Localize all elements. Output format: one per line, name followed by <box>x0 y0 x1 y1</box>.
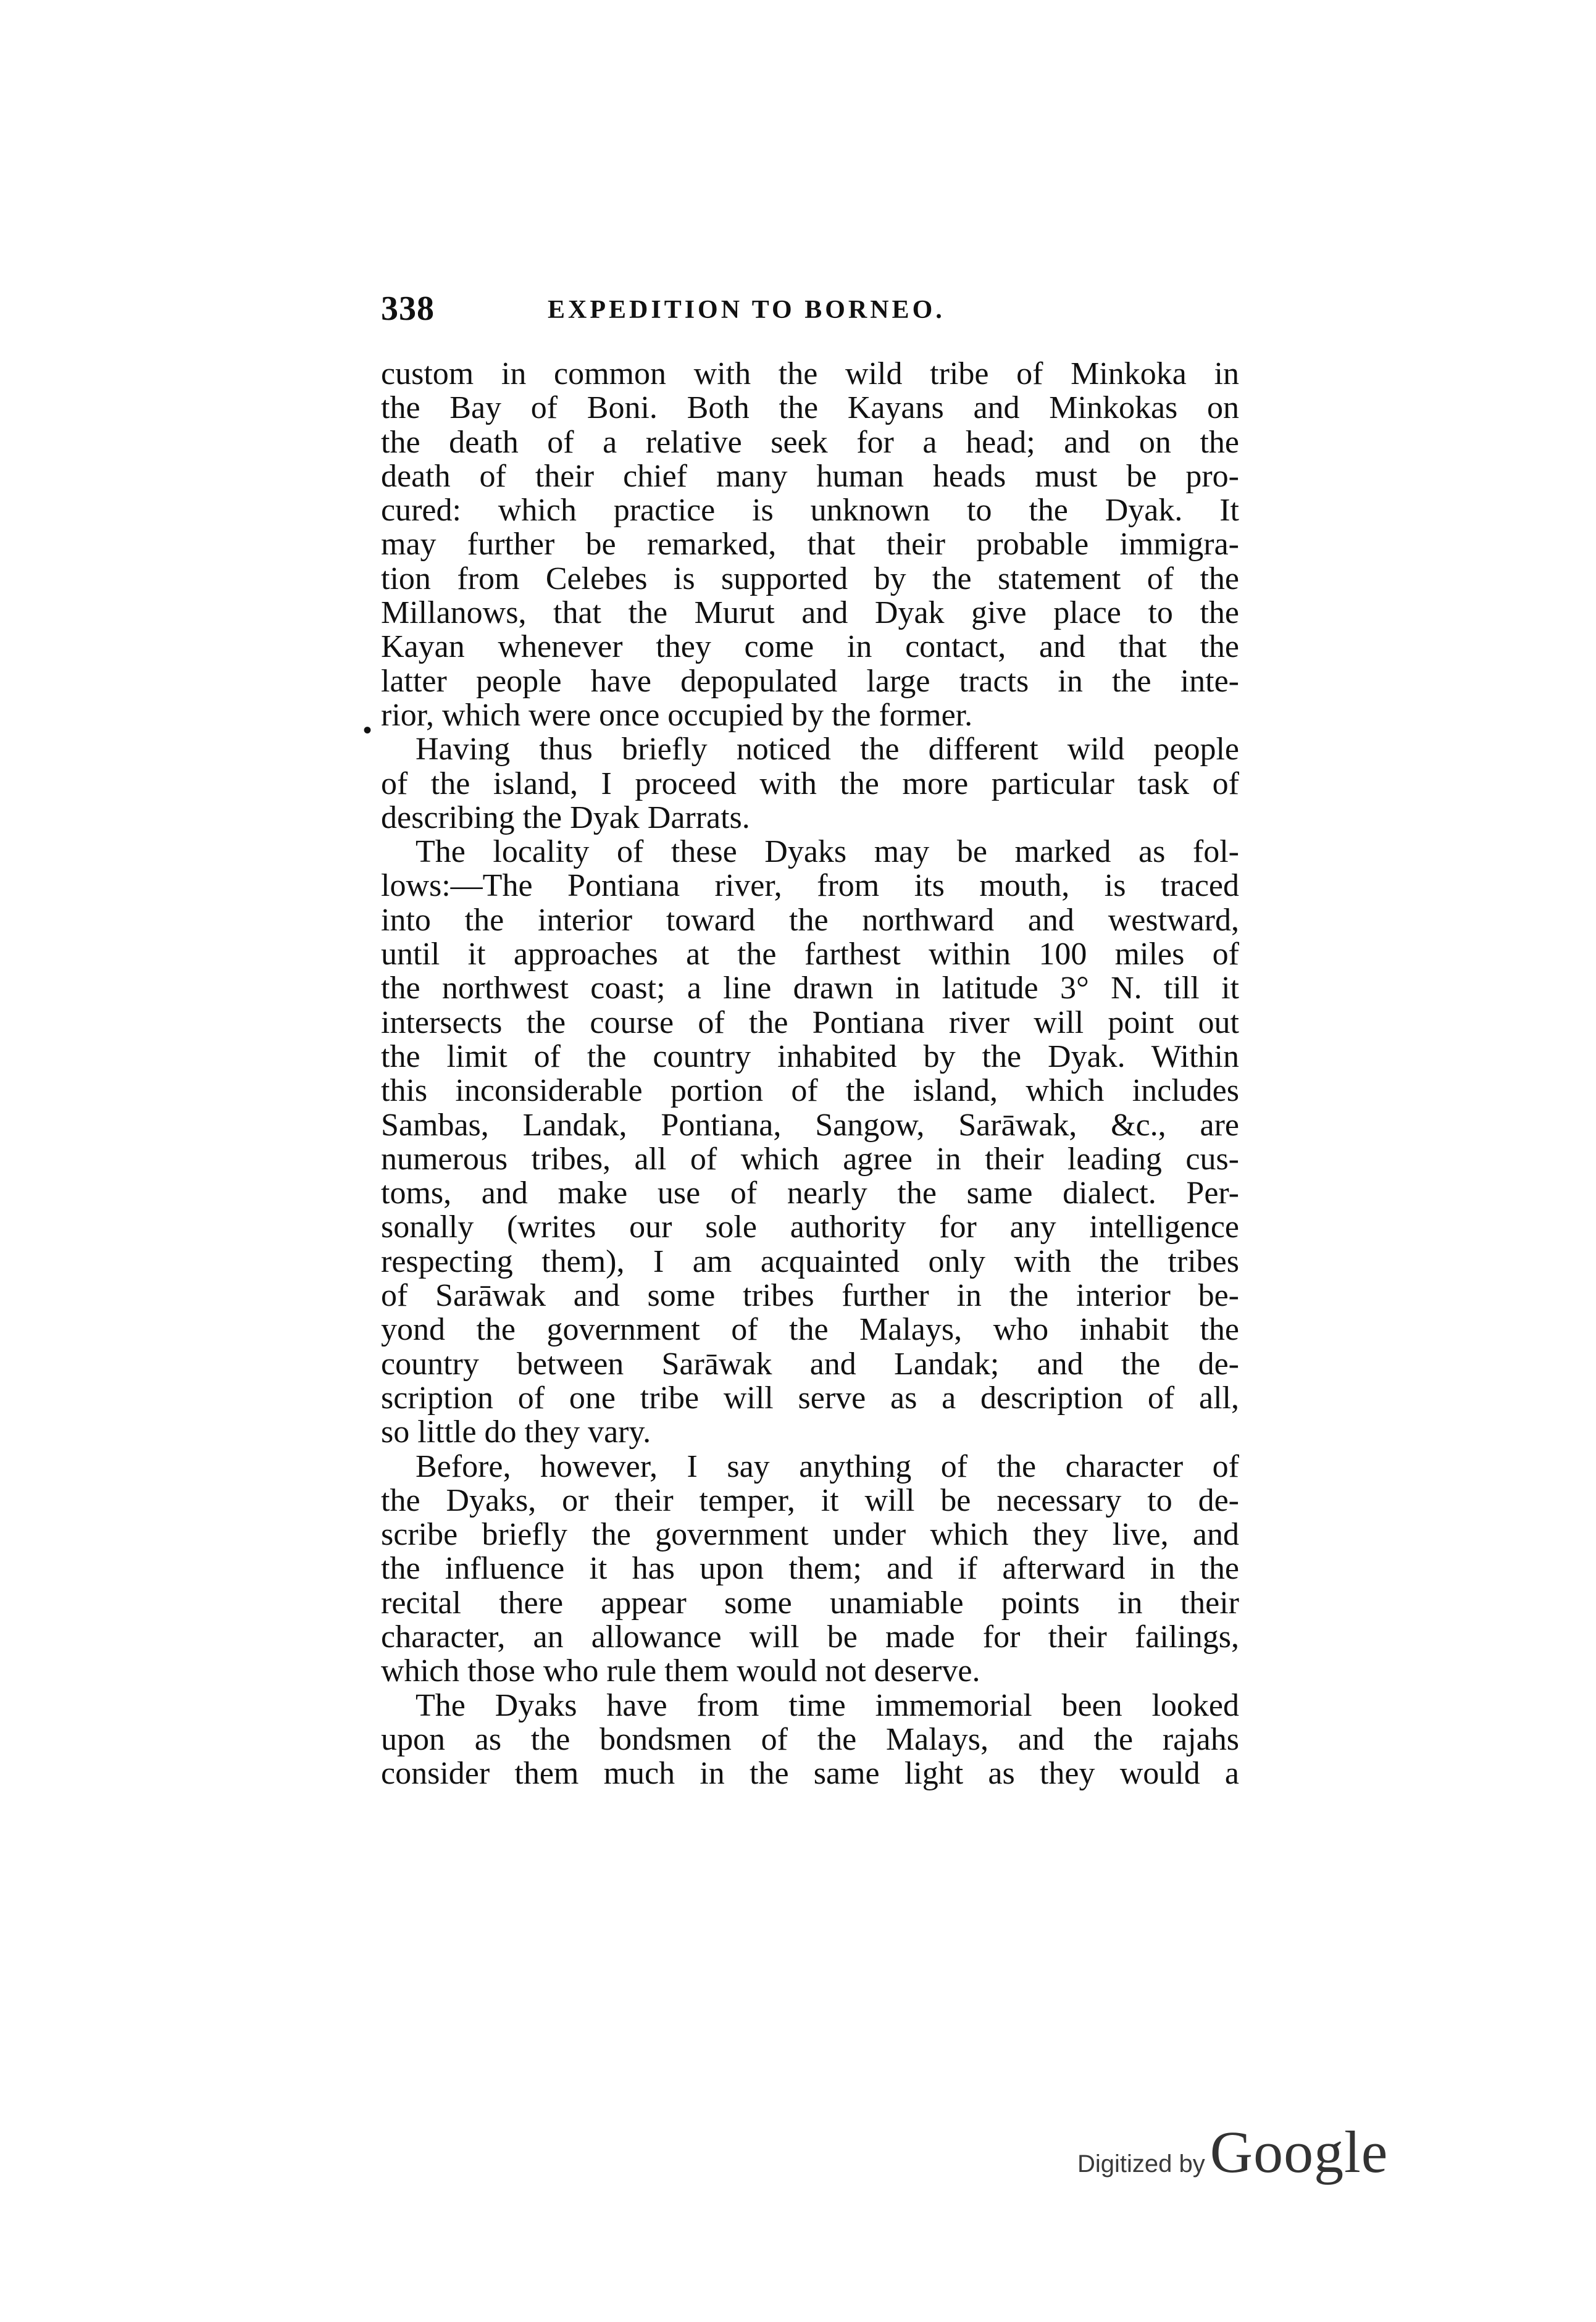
text-line: the Bay of Boni. Both the Kayans and Minkokas on <box>381 390 1239 426</box>
text-line: tion from Celebes is supported by the statement of the <box>381 561 1239 596</box>
text-line: the northwest coast; a line drawn in latitude 3° N. till it <box>381 971 1239 1006</box>
text-line: Having thus briefly noticed the different wild people <box>416 732 1239 767</box>
text-line: of Sarāwak and some tribes further in the interior be- <box>381 1278 1239 1314</box>
text-line: Millanows, that the Murut and Dyak give place to the <box>381 595 1239 631</box>
text-line: character, an allowance will be made for their failings, <box>381 1619 1239 1655</box>
body-text <box>381 357 1239 1790</box>
text-line: consider them much in the same light as they would a <box>381 1756 1239 1792</box>
text-line: until it approaches at the farthest within 100 miles of <box>381 937 1239 972</box>
text-line: Before, however, I say anything of the character of <box>416 1448 1239 1484</box>
text-line: the limit of the country inhabited by the Dyak. Within <box>381 1038 1239 1074</box>
digitized-by-watermark <box>1077 2118 1388 2186</box>
text-line: the influence it has upon them; and if afterward in the <box>381 1551 1239 1587</box>
text-line: the Dyaks, or their temper, it will be necessary to de- <box>381 1482 1239 1518</box>
text-line: the death of a relative seek for a head; and on the <box>381 424 1239 460</box>
text-line: The locality of these Dyaks may be marked as fol- <box>416 834 1239 870</box>
text-line: this inconsiderable portion of the island, which includes <box>381 1073 1239 1109</box>
text-line: respecting them), I am acquainted only with the tribes <box>381 1243 1239 1279</box>
text-line: The Dyaks have from time immemorial been looked <box>416 1687 1239 1723</box>
text-line: Sambas, Landak, Pontiana, Sangow, Sarāwak, &c., are <box>381 1107 1239 1143</box>
margin-mark: • <box>363 716 372 744</box>
text-line: cured: which practice is unknown to the Dyak. It <box>381 493 1239 528</box>
digitized-label: Digitized by <box>1077 2150 1205 2178</box>
text-line: death of their chief many human heads must be pro- <box>381 458 1239 494</box>
text-line: upon as the bondsmen of the Malays, and the rajahs <box>381 1721 1239 1757</box>
text-line: yond the government of the Malays, who inhabit the <box>381 1312 1239 1348</box>
text-line: numerous tribes, all of which agree in their leading cus- <box>381 1141 1239 1177</box>
text-line: scribe briefly the government under which they live, and <box>381 1517 1239 1553</box>
text-line: recital there appear some unamiable points in their <box>381 1585 1239 1621</box>
text-line: Kayan whenever they come in contact, and that the <box>381 629 1239 665</box>
text-line: custom in common with the wild tribe of Minkoka in <box>381 356 1239 391</box>
text-line: intersects the course of the Pontiana river will point out <box>381 1004 1239 1040</box>
page-header <box>381 289 1245 338</box>
text-line: scription of one tribe will serve as a description of all, <box>381 1380 1239 1416</box>
text-line: toms, and make use of nearly the same dialect. Per- <box>381 1176 1239 1211</box>
text-line: lows:—The Pontiana river, from its mouth, is traced <box>381 868 1239 904</box>
text-line: describing the Dyak Darrats. <box>381 800 750 835</box>
text-line: so little do they vary. <box>381 1414 651 1450</box>
text-line: sonally (writes our sole authority for any intelligence <box>381 1209 1239 1245</box>
page-number: 338 <box>381 290 435 328</box>
text-line: latter people have depopulated large tracts in the inte- <box>381 663 1239 699</box>
text-line: rior, which were once occupied by the former. <box>381 697 973 733</box>
text-line: into the interior toward the northward and westward, <box>381 902 1239 938</box>
text-line: of the island, I proceed with the more particular task of <box>381 766 1239 801</box>
running-head: EXPEDITION TO BORNEO. <box>548 296 945 324</box>
text-line: which those who rule them would not deserve. <box>381 1653 980 1689</box>
text-line: country between Sarāwak and Landak; and the de- <box>381 1346 1239 1382</box>
text-line: may further be remarked, that their probable immigra- <box>381 527 1239 562</box>
google-logo: Google <box>1210 2119 1389 2185</box>
